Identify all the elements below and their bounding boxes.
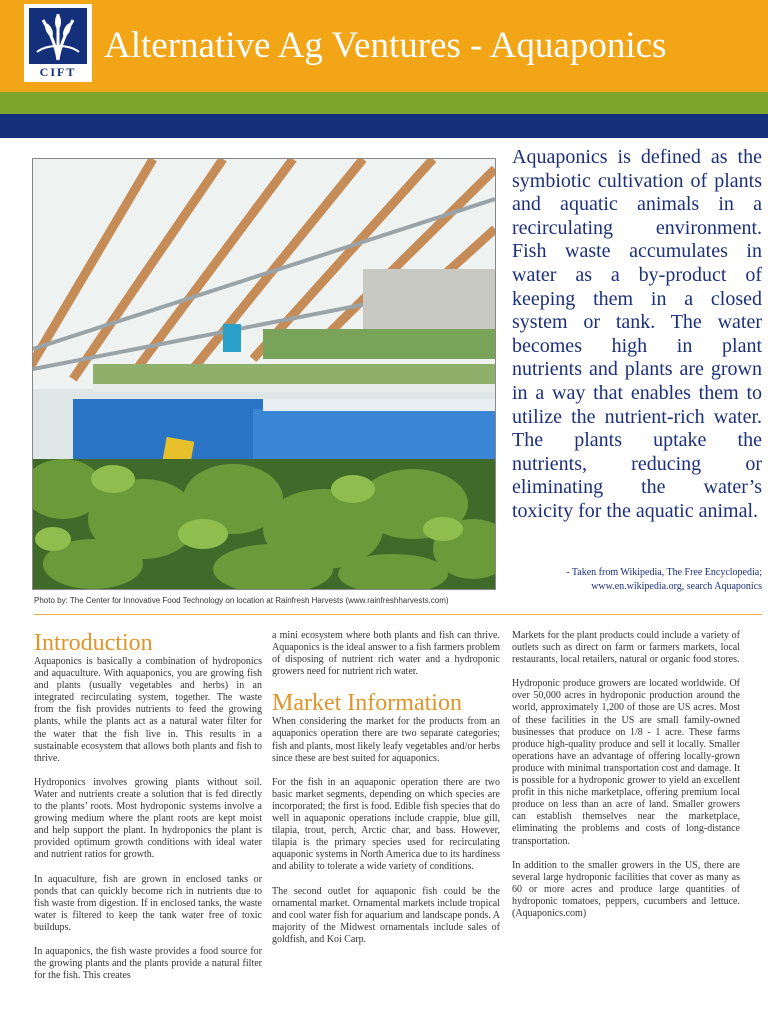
market-paragraph: For the fish in an aquaponic operation there are two basic market segments, depending on which species are incorporated; the first is food. Edible fish species that do well in aquaponic operations include crappie, blue gill, tilapia, trout, perch, Arctic char, and bass. However, tilapia is the primary species used for recirculating aquaponic systems in North America due to its hardiness and ability to tolerate a wide variety of conditions. <box>272 776 500 873</box>
market-paragraph: The second outlet for aquaponic fish could be the ornamental market. Ornamental markets include tropical and cool water fish for aquarium and landscape ponds. A majority of the Midwest ornamentals include sales of goldfish, and Koi Carp. <box>272 885 500 945</box>
greenhouse-photo <box>32 158 496 590</box>
column-3 <box>512 630 740 932</box>
blue-stripe <box>0 114 768 138</box>
definition-text: Aquaponics is defined as the symbiotic cultivation of plants and aquatic animals in a recirculating environment. Fish waste accumulates in water as a by-product of keeping them in a closed system or tank. The water becomes high in plant nutrients and plants are grown in a way that enables them to utilize the nutrient-rich water. The plants uptake the nutrients, reducing or eliminating the water’s toxicity for the aquatic animal. <box>512 146 762 522</box>
section-divider <box>34 614 762 615</box>
market-paragraph: When considering the market for the products from an aquaponics operation there are two separate categories; fish and plants, most likely leafy vegetables and/or herbs since these are best suited for aquaponics. <box>272 716 500 764</box>
definition-attribution: - Taken from Wikipedia, The Free Encyclopedia; www.en.wikipedia.org, search Aquaponics <box>566 567 762 592</box>
page-title: Alternative Ag Ventures - Aquaponics <box>104 25 667 66</box>
market-paragraph: Hydroponic produce growers are located worldwide. Of over 50,000 acres in hydroponic production around the world, approximately 1,200 of those are US acres. Most of these facilities in the US are small family-owned businesses that produce on 1/8 - 1 acre. These farms produce high-quality produce and sell it locally. Smaller operations have an advantage of offering locally-grown produce with minimal transportation cost and damage. It is possible for a hydroponic grower to yield an excellent profit in this niche marketplace, offering premium local produce on less than an acre of land. Smaller growers can establish themselves near the marketplace, eliminating the problems and costs of long-distance transportation. <box>512 678 740 847</box>
column-1 <box>34 630 262 994</box>
intro-paragraph: In aquaculture, fish are grown in enclosed tanks or ponds that can quickly become rich in nutrients due to fish waste from digestion. If in enclosed tanks, the waste water is filtered to keep the tank water free of toxic buildups. <box>34 873 262 933</box>
intro-paragraph: Hydroponics involves growing plants without soil. Water and nutrients create a solution that is fed directly to the plants’ roots. Most hydroponic systems involve a growing medium where the plant roots are kept moist and help support the plant. In hydroponics the plant is provided optimum growth conditions with ideal water and nutrient ratios for growth. <box>34 776 262 861</box>
wheat-logo-icon <box>29 8 87 64</box>
intro-paragraph: Aquaponics is basically a combination of hydroponics and aquaculture. With aquaponics, you are growing fish and plants (usually vegetables and herbs) in an integrated recirculating system, together. The waste from the fish provides nutrients to feed the growing plants, while the plants act as a natural water filter for the water that the fish live in. This results in a sustainable ecosystem that allows both plants and fish to thrive. <box>34 656 262 764</box>
intro-paragraph: In aquaponics, the fish waste provides a food source for the growing plants and the plants provide a natural filter for the fish. This creates <box>34 945 262 982</box>
column-2 <box>272 630 500 958</box>
green-stripe <box>0 92 768 114</box>
market-paragraph: Markets for the plant products could include a variety of outlets such as direct on farm or farmers markets, local restaurants, local retailers, natural or organic food stores. <box>512 630 740 666</box>
intro-paragraph: a mini ecosystem where both plants and fish can thrive. Aquaponics is the ideal answer to a fish farmers problem of disposing of nutrient rich water and a hydroponic growers need for nutrient rich water. <box>272 630 500 678</box>
market-information-heading: Market Information <box>272 690 462 717</box>
introduction-heading: Introduction <box>34 630 153 656</box>
cift-logo <box>24 4 92 82</box>
market-paragraph: In addition to the smaller growers in the US, there are several large hydroponic facilities that cover as many as 60 or more acres and produce large quantities of hydroponic tomatoes, peppers, cucumbers and lettuce. (Aquaponics.com) <box>512 859 740 919</box>
header-banner <box>0 0 768 92</box>
logo-text: CIFT <box>39 65 77 79</box>
photo-caption: Photo by: The Center for Innovative Food Technology on location at Rainfresh Harvests (www.rainfreshharvests.com) <box>34 596 449 605</box>
